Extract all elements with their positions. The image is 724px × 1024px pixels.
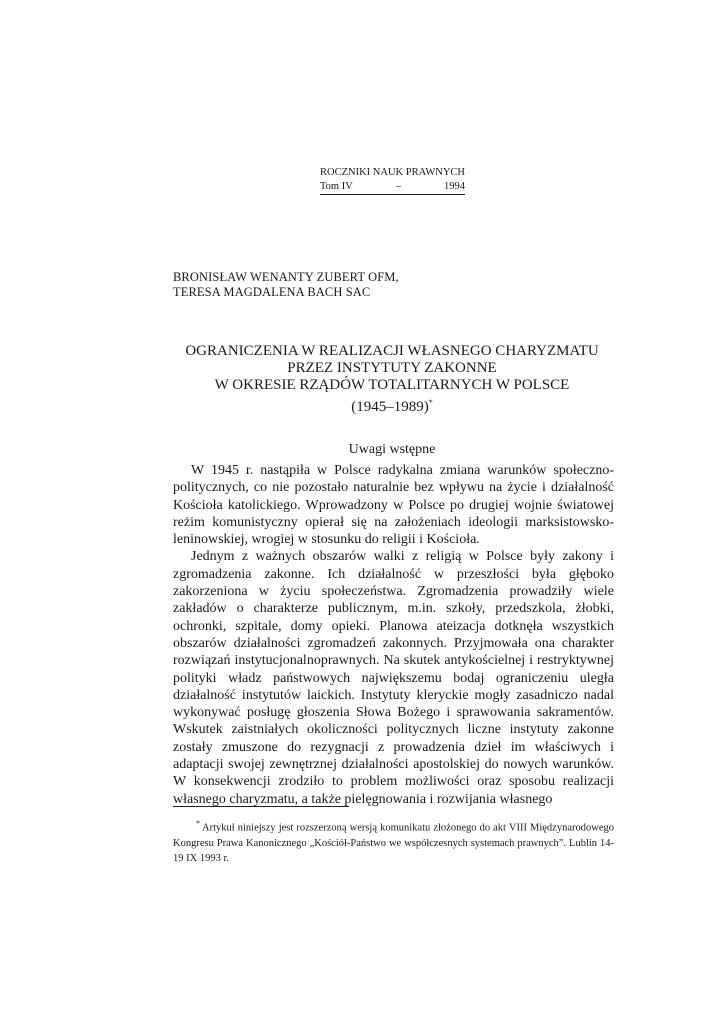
title-line-4 — [150, 394, 634, 416]
journal-header — [320, 166, 465, 194]
title-line-1: OGRANICZENIA W REALIZACJI WŁASNEGO CHARYZMATU — [185, 343, 599, 359]
volume-dash: – — [395, 181, 402, 192]
paragraph-1: W 1945 r. nastąpiła w Polsce radykalna zmiana warunków społeczno-politycznych, co nie pozostało naturalnie bez wpływu na życie i działalność Kościoła katolickiego. Wprowadzony w Polsce po drugiej wojnie światowej reżim komunistyczny opierał się na założeniach ideologii marksistowsko-leninowskiej, wrogiej w stosunku do religii i Kościoła. — [173, 463, 614, 548]
footnote-mark: * — [196, 819, 200, 828]
article-title — [150, 343, 634, 416]
author-2: TERESA MAGDALENA BACH SAC — [173, 285, 371, 299]
footnote — [173, 816, 614, 866]
author-1: BRONISŁAW WENANTY ZUBERT OFM, — [173, 270, 399, 284]
footnote-rule — [173, 806, 349, 807]
title-footnote-mark: * — [428, 398, 433, 407]
paragraph-2: Jednym z ważnych obszarów walki z religią w Polsce były zakony i zgromadzenia zakonne. Ich działalność w przeszłości była głęboko zakorzeniona w życiu społeczeństwa. Zgromadzenia prowadziły wiele zakładów o charakterze publicznym, m.in. szkoły, przedszkola, żłobki, ochronki, szpitale, domy opieki. Planowa ateizacja dotknęła wszystkich obszarów działalności zgromadzeń zakonnych. Przyjmowała ona charakter rozwiązań instytucjonalnoprawnych. Na skutek antykościelnej i restryktywnej polityki władz państwowych największemu bodaj ograniczeniu uległa działalność instytutów laickich. Instytuty kleryckie mogły zasadniczo nadal wykonywać posługę głoszenia Słowa Bożego i sprawowania sakramentów. Wskutek zaistniałych okoliczności politycznych liczne instytuty zakonne zostały zmuszone do rezygnacji z prowadzenia dzieł im właściwych i adaptacji swojej zewnętrznej działalności apostolskiej do nowych warunków. W konsekwencji zrodziło to problem możliwości oraz sposobu realizacji własnego charyzmatu, a także pielęgnowania i rozwijania własnego — [173, 549, 614, 807]
title-years: (1945–1989) — [351, 399, 429, 415]
volume-line — [320, 180, 465, 194]
footnote-text: Artykuł niniejszy jest rozszerzoną wersją komunikatu złożonego do akt VIII Międzynarodowego Kongresu Prawa Kanonicznego „Kościół-Państwo we współczesnych systemach prawnych”. Lublin 14-19 IX 1993 r. — [173, 822, 614, 864]
authors — [173, 270, 399, 300]
title-line-3: W OKRESIE RZĄDÓW TOTALITARNYCH W POLSCE — [214, 377, 570, 393]
year: 1994 — [444, 181, 465, 192]
section-heading: Uwagi wstępne — [348, 442, 436, 457]
volume: Tom IV — [320, 181, 353, 192]
body-text — [173, 462, 614, 808]
journal-name: ROCZNIKI NAUK PRAWNYCH — [320, 167, 465, 178]
header-rule — [320, 194, 465, 195]
title-line-2: PRZEZ INSTYTUTY ZAKONNE — [287, 360, 497, 376]
